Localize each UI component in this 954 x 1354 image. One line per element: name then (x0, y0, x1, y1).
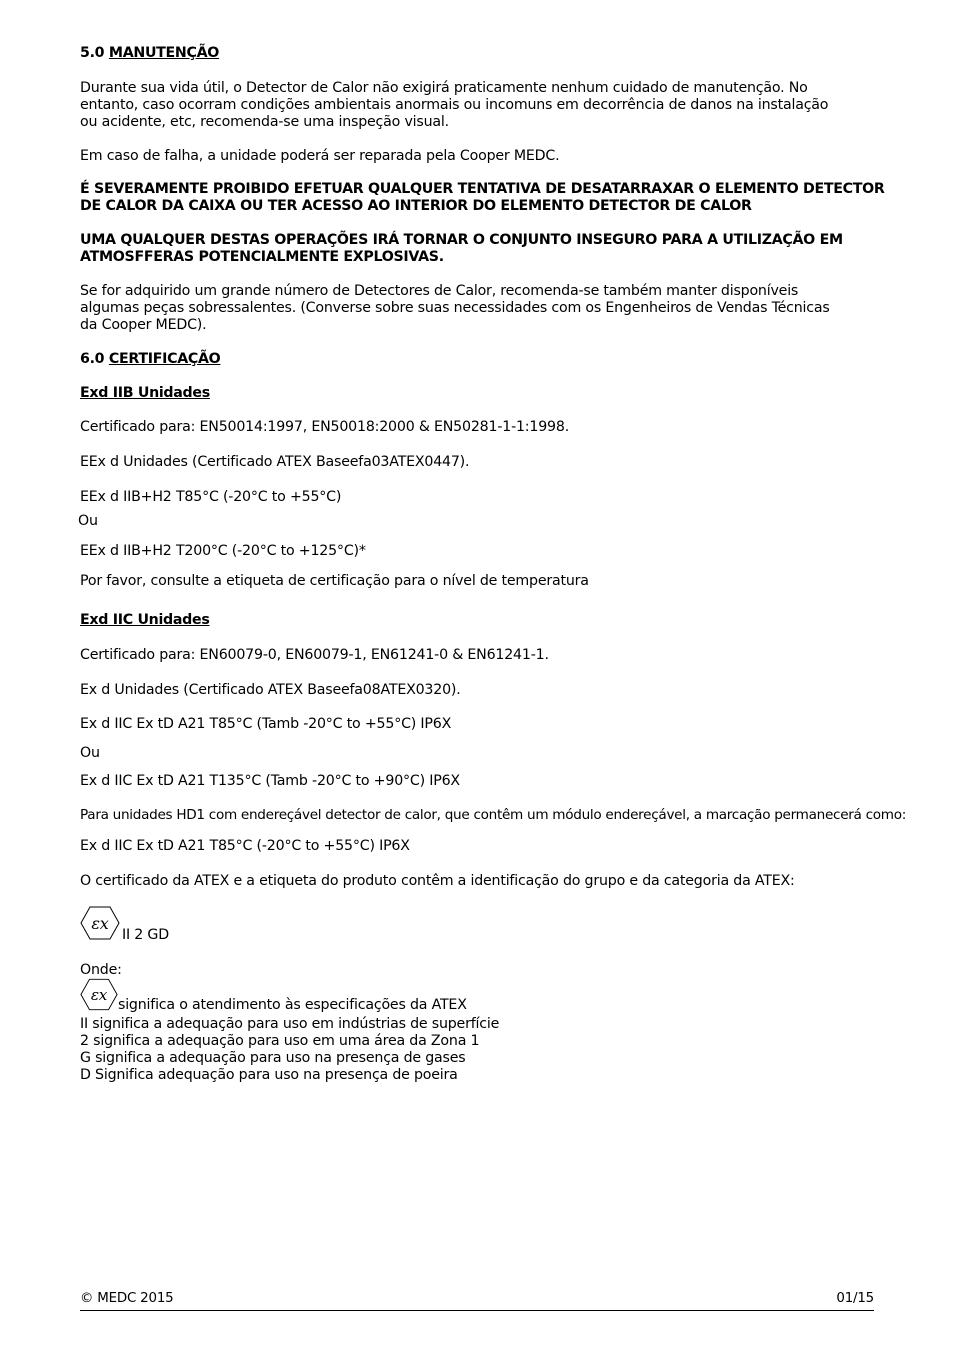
iib-marking-1: EEx d IIB+H2 T85°C (-20°C to +55°C) (80, 489, 342, 505)
spare-parts-line3: da Cooper MEDC). (80, 317, 207, 333)
where-label: Onde: (80, 962, 122, 978)
group-category-label: II 2 GD (122, 927, 169, 943)
warning-unsafe-line2: ATMOSFFERAS POTENCIALMENTE EXPLOSIVAS. (80, 249, 444, 265)
definition-ex (80, 978, 467, 1016)
section-5-number: 5.0 (80, 45, 105, 61)
iib-note: Por favor, consulte a etiqueta de certificação para o nível de temperatura (80, 573, 589, 589)
warning-unscrew-line2: DE CALOR DA CAIXA OU TER ACESSO AO INTERIOR DO ELEMENTO DETECTOR DE CALOR (80, 198, 752, 214)
ex-hexagon-icon (80, 906, 120, 945)
iic-marking-1: Ex d IIC Ex tD A21 T85°C (Tamb -20°C to +55°C) IP6X (80, 716, 452, 732)
definition-d: D Significa adequação para uso na presença de poeira (80, 1067, 458, 1083)
iic-certified: Certificado para: EN60079-0, EN60079-1, EN61241-0 & EN61241-1. (80, 647, 549, 663)
definition-2: 2 significa a adequação para uso em uma área da Zona 1 (80, 1033, 480, 1049)
page-footer (80, 1290, 874, 1311)
section-5-title: MANUTENÇÃO (108, 45, 220, 61)
definitions-list (80, 1016, 499, 1084)
ex-hexagon-icon (80, 978, 118, 1016)
hd1-marking: Ex d IIC Ex tD A21 T85°C (-20°C to +55°C) IP6X (80, 838, 410, 854)
svg-text:εx: εx (91, 914, 109, 933)
document-page (78, 0, 907, 1354)
atex-label-note: O certificado da ATEX e a etiqueta do produto contêm a identificação do grupo e da categoria da ATEX: (80, 873, 795, 889)
svg-text:εx: εx (90, 986, 108, 1005)
iic-atex: Ex d Unidades (Certificado ATEX Baseefa08ATEX0320). (80, 682, 461, 698)
definition-ex-text: significa o atendimento às especificações da ATEX (118, 997, 467, 1013)
section-5-heading (80, 45, 219, 62)
iib-marking-2: EEx d IIB+H2 T200°C (-20°C to +125°C)* (80, 543, 366, 559)
warning-unscrew (80, 181, 885, 215)
iic-heading: Exd IIC Unidades (80, 612, 210, 628)
warning-unsafe (80, 232, 843, 266)
section-6-number: 6.0 (80, 351, 105, 367)
section-6-title: CERTIFICAÇÃO (108, 351, 221, 367)
spare-parts-paragraph (80, 283, 830, 334)
footer-page-number: 01/15 (836, 1291, 874, 1306)
warning-unsafe-line1: UMA QUALQUER DESTAS OPERAÇÕES IRÁ TORNAR O CONJUNTO INSEGURO PARA A UTILIZAÇÃO EM (80, 232, 843, 248)
atex-group-category (80, 906, 169, 945)
spare-parts-line2: algumas peças sobressalentes. (Converse sobre suas necessidades com os Engenheiros de Vendas Técnicas (80, 300, 830, 316)
definition-ii: II significa a adequação para uso em indústrias de superfície (80, 1016, 500, 1032)
footer-copyright: © MEDC 2015 (80, 1291, 174, 1306)
iib-or: Ou (78, 513, 98, 529)
definition-g: G significa a adequação para uso na presença de gases (80, 1050, 466, 1066)
iib-certified: Certificado para: EN50014:1997, EN50018:2000 & EN50281-1-1:1998. (80, 419, 570, 435)
warning-unscrew-line1: É SEVERAMENTE PROIBIDO EFETUAR QUALQUER TENTATIVA DE DESATARRAXAR O ELEMENTO DETECTOR (80, 181, 885, 197)
maintenance-paragraph: Durante sua vida útil, o Detector de Calor não exigirá praticamente nenhum cuidado de manutenção. No entanto, caso ocorram condições ambientais anormais ou incomuns em decorrência de danos na instalação ou acidente, etc, recomenda-se uma inspeção visual. (80, 80, 829, 130)
spare-parts-line1: Se for adquirido um grande número de Detectores de Calor, recomenda-se também manter disponíveis (80, 283, 799, 299)
iic-or: Ou (80, 745, 100, 761)
iib-atex: EEx d Unidades (Certificado ATEX Baseefa03ATEX0447). (80, 454, 470, 470)
repair-paragraph: Em caso de falha, a unidade poderá ser reparada pela Cooper MEDC. (80, 148, 560, 164)
iib-heading: Exd IIB Unidades (80, 385, 210, 401)
section-6-heading (80, 351, 220, 368)
iic-marking-2: Ex d IIC Ex tD A21 T135°C (Tamb -20°C to +90°C) IP6X (80, 773, 460, 789)
hd1-note: Para unidades HD1 com endereçável detector de calor, que contêm um módulo endereçável, a marcação permanecerá como: (80, 807, 907, 823)
